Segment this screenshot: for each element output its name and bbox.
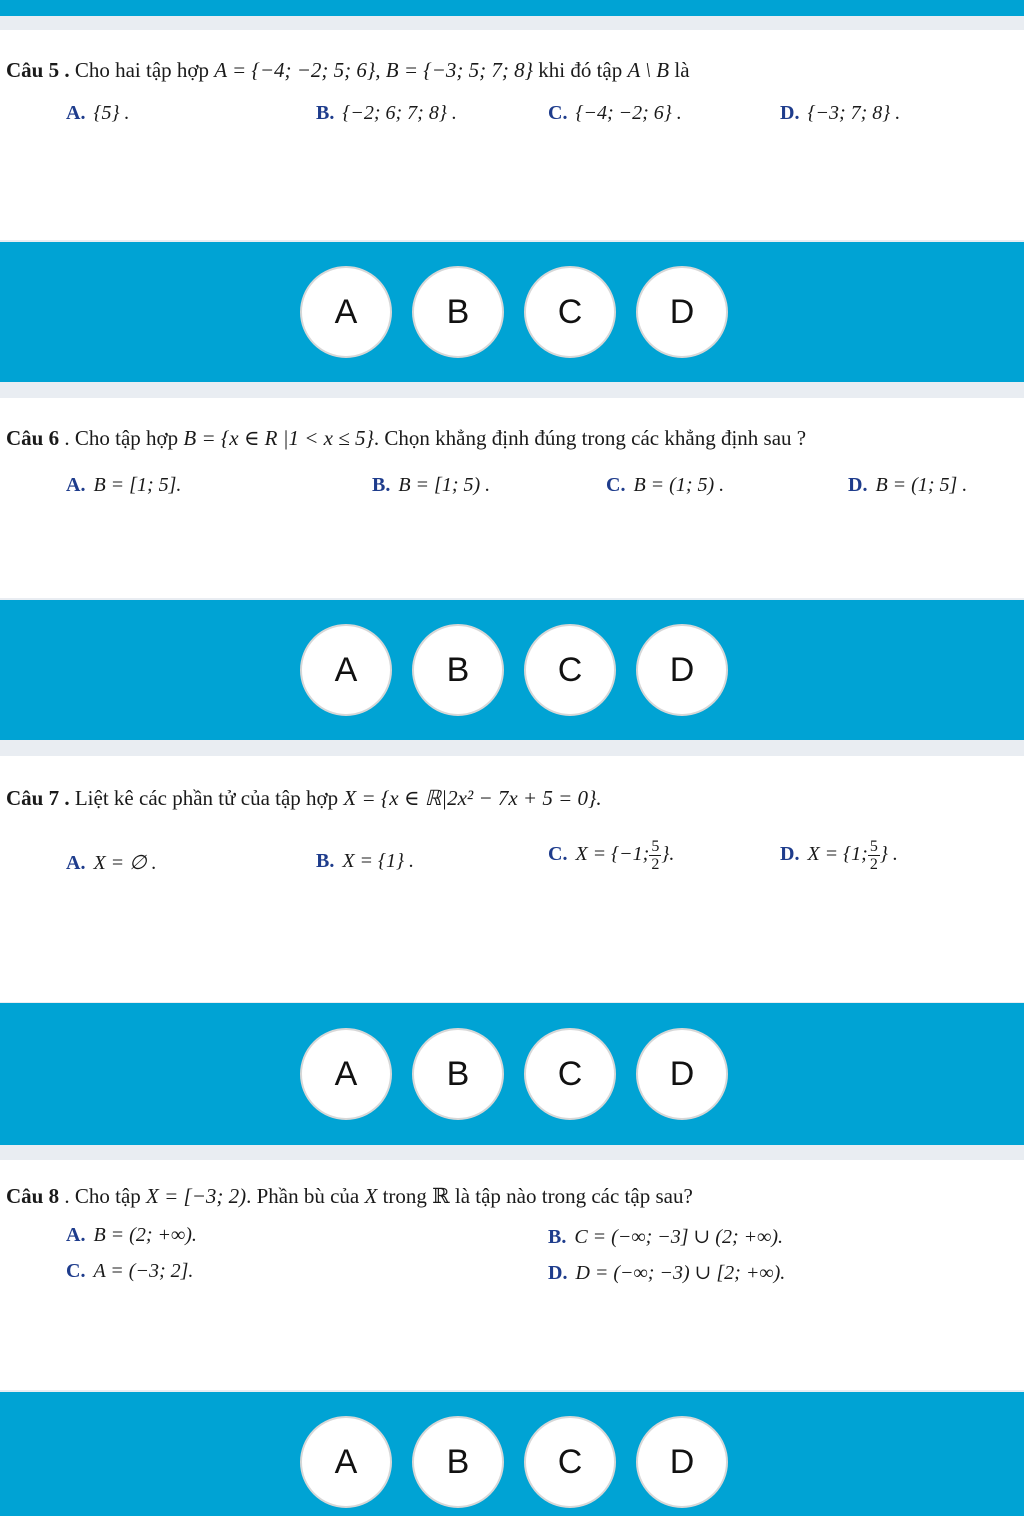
answer-button-a[interactable]: A [300,1028,392,1120]
option-b: B. X = {1} . [316,850,415,872]
answer-panel-6 [0,600,1024,740]
answer-button-d[interactable]: D [636,1028,728,1120]
question-stem: Câu 8 . Cho tập X = [−3; 2). Phần bù của X trong ℝ là tập nào trong các tập sau? [6,1184,693,1208]
answer-button-a[interactable]: A [300,1416,392,1508]
option-b: B. B = [1; 5) . [372,474,491,496]
answer-button-d[interactable]: D [636,624,728,716]
answer-button-b[interactable]: B [412,624,504,716]
option-d: D. D = (−∞; −3) ∪ [2; +∞). [548,1262,786,1284]
top-accent-bar [0,0,1024,16]
option-a: A. B = (2; +∞). [66,1224,197,1246]
question-card-6 [0,398,1024,598]
answer-button-c[interactable]: C [524,1028,616,1120]
option-d: D. X = {1; $\frac{5}{2}$ } . [780,838,898,873]
answer-panel-5 [0,242,1024,382]
answer-button-d[interactable]: D [636,266,728,358]
answer-button-b[interactable]: B [412,266,504,358]
question-stem: Câu 5 . Cho hai tập hợp A = {−4; −2; 5; 6}, B = {−3; 5; 7; 8} khi đó tập A \ B là [6,58,690,82]
question-number: Câu 8 [6,1184,60,1208]
question-card-7 [0,756,1024,1002]
answer-button-c[interactable]: C [524,624,616,716]
answer-button-b[interactable]: B [412,1028,504,1120]
option-d: D. {−3; 7; 8} . [780,102,901,124]
answer-button-d[interactable]: D [636,1416,728,1508]
option-b: B. C = (−∞; −3] ∪ (2; +∞). [548,1226,784,1248]
answer-button-a[interactable]: A [300,624,392,716]
option-a: A. {5} . [66,102,130,124]
option-c: C. {−4; −2; 6} . [548,102,682,124]
question-stem: Câu 6 . Cho tập hợp B = {x ∈ R |1 < x ≤ 5}. Chọn khẳng định đúng trong các khẳng định sau ? [6,426,807,450]
answer-button-b[interactable]: B [412,1416,504,1508]
question-number: Câu 7 . [6,786,70,810]
question-card-5 [0,30,1024,240]
question-number: Câu 5 . [6,58,70,82]
question-number: Câu 6 [6,426,60,450]
fraction: $\frac{5}{2}$ [869,838,878,873]
answer-button-c[interactable]: C [524,266,616,358]
answer-button-c[interactable]: C [524,1416,616,1508]
question-card-8 [0,1160,1024,1390]
option-a: A. B = [1; 5]. [66,474,182,496]
option-c: C. A = (−3; 2]. [66,1260,194,1282]
answer-button-a[interactable]: A [300,266,392,358]
question-stem: Câu 7 . Liệt kê các phần tử của tập hợp X = {x ∈ ℝ|2x² − 7x + 5 = 0}. [6,786,602,810]
answer-panel-8 [0,1392,1024,1516]
answer-panel-7 [0,1003,1024,1145]
option-b: B. {−2; 6; 7; 8} . [316,102,457,124]
option-a: A. X = ∅ . [66,852,157,874]
option-c: C. B = (1; 5) . [606,474,725,496]
fraction: $\frac{5}{2}$ [651,838,660,873]
option-d: D. B = (1; 5] . [848,474,968,496]
option-c: C. X = {−1; $\frac{5}{2}$ }. [548,838,675,873]
